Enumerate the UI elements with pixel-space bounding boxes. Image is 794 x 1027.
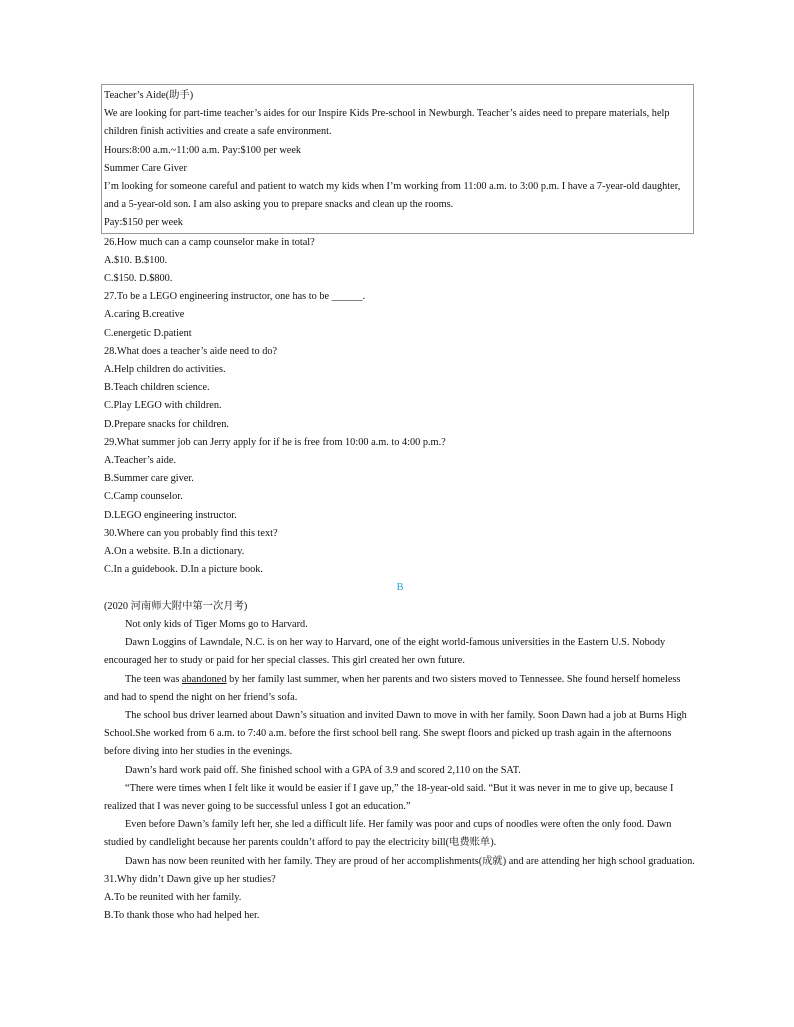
paragraph-text: The teen was	[125, 673, 182, 685]
question-option: B.Summer care giver.	[104, 473, 194, 485]
ad-text-care-giver: I’m looking for someone careful and patient to watch my kids when I’m working from 11:00 a.m. to 3:00 p.m. I have a 7-year-old daughter, and a 5-year-old son. I am also asking you to prepare snacks and clean up the rooms.	[104, 181, 681, 211]
question-option: A.Help children do activities.	[104, 364, 226, 376]
question-option: A.On a website. B.In a dictionary.	[104, 546, 245, 558]
question-option: C.energetic D.patient	[104, 327, 192, 339]
question-30	[104, 525, 696, 580]
page	[104, 84, 696, 925]
question-stem: 28.What does a teacher’s aide need to do?	[104, 345, 278, 357]
question-stem: 26.How much can a camp counselor make in total?	[104, 236, 315, 248]
question-option: A.caring B.creative	[104, 309, 185, 321]
question-option: D.LEGO engineering instructor.	[104, 509, 237, 521]
passage-paragraph: Dawn Loggins of Lawndale, N.C. is on her way to Harvard, one of the eight world-famous universities in the Eastern U.S. Nobody encouraged her to study or paid for her special classes. This girl created her own future.	[104, 637, 666, 667]
job-ads-box	[101, 84, 694, 234]
question-option: B.To thank those who had helped her.	[104, 910, 260, 922]
question-option: C.In a guidebook. D.In a picture book.	[104, 564, 263, 576]
passage-paragraph: Even before Dawn’s family left her, she led a difficult life. Her family was poor and cups of noodles were often the only food. Dawn studied by candlelight because her parents couldn’t afford to pay the electricity bill(电费账单).	[104, 819, 672, 849]
question-31	[104, 871, 696, 926]
question-option: D.Prepare snacks for children.	[104, 418, 229, 430]
ad-pay-care-giver: Pay:$150 per week	[104, 217, 183, 229]
question-option: C.Camp counselor.	[104, 491, 183, 503]
question-stem: 29.What summer job can Jerry apply for if he is free from 10:00 a.m. to 4:00 p.m.?	[104, 436, 446, 448]
question-option: A.$10. B.$100.	[104, 254, 168, 266]
question-29	[104, 434, 696, 525]
question-stem: 31.Why didn’t Dawn give up her studies?	[104, 873, 276, 885]
passage-paragraph: The school bus driver learned about Dawn’s situation and invited Dawn to move in with her family. Soon Dawn had a job at Burns High School.She worked from 6 a.m. to 7:40 a.m. before the first school bell rang. She swept floors and picked up trash again in the afternoons before diving into her studies in the evenings.	[104, 709, 687, 758]
passage-source: (2020 河南师大附中第一次月考)	[104, 600, 248, 612]
question-stem: 30.Where can you probably find this text?	[104, 527, 278, 539]
question-option: C.$150. D.$800.	[104, 273, 173, 285]
ad-hours-teachers-aide: Hours:8:00 a.m.~11:00 a.m. Pay:$100 per week	[104, 144, 302, 156]
passage-paragraph: Not only kids of Tiger Moms go to Harvard.	[125, 618, 308, 630]
passage-paragraph: Dawn has now been reunited with her family. They are proud of her accomplishments(成就) and are attending her high school graduation.	[125, 855, 695, 867]
passage-paragraph: “There were times when I felt like it would be easier if I gave up,” the 18-year-old said. “But it was never in me to give up, because I realized that I was never going to be successful unless I got an education.”	[104, 782, 674, 812]
underlined-word: abandoned	[181, 673, 227, 685]
question-stem: 27.To be a LEGO engineering instructor, one has to be ______.	[104, 291, 366, 303]
question-option: B.Teach children science.	[104, 382, 210, 394]
paragraph-text: by her family last summer, when her parents and two sisters moved to Tennessee. She found herself homeless and had to spend the night on her friend’s sofa.	[104, 673, 681, 703]
question-option: A.To be reunited with her family.	[104, 891, 242, 903]
question-option: C.Play LEGO with children.	[104, 400, 222, 412]
ad-text-teachers-aide: We are looking for part-time teacher’s aides for our Inspire Kids Pre-school in Newburgh. Teacher’s aides need to prepare materials, help children finish activities and create a safe environment.	[104, 108, 670, 138]
passage-paragraph	[104, 671, 696, 707]
ad-heading-teachers-aide: Teacher’s Aide(助手)	[104, 90, 194, 101]
question-27	[104, 288, 696, 343]
section-letter: B	[396, 582, 404, 594]
ad-heading-care-giver: Summer Care Giver	[104, 162, 187, 174]
passage-paragraph: Dawn’s hard work paid off. She finished school with a GPA of 3.9 and scored 2,110 on the SAT.	[125, 764, 521, 776]
question-26	[104, 234, 696, 289]
question-option: A.Teacher’s aide.	[104, 455, 176, 467]
question-28	[104, 343, 696, 434]
